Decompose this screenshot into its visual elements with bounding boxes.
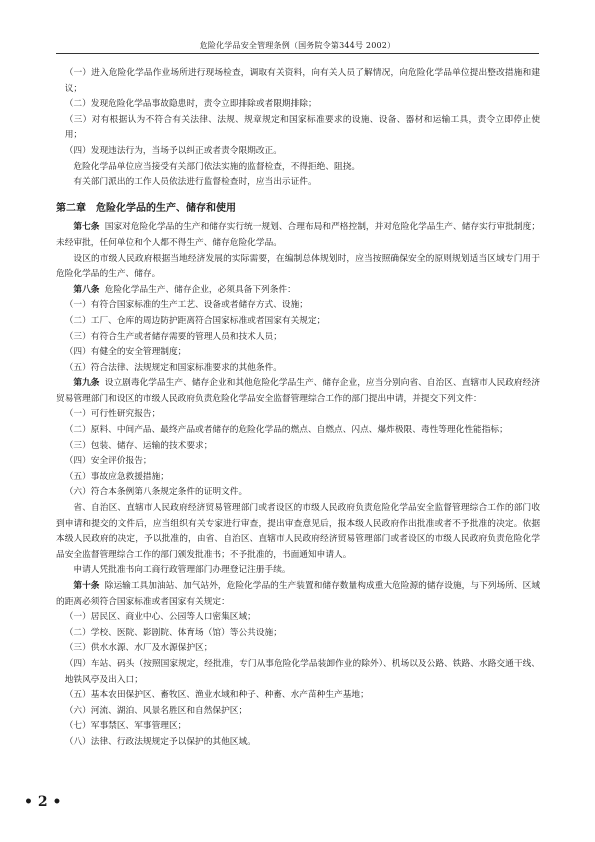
article-label: 第九条 [73,378,100,389]
list-item: （二）工厂、仓库的周边防护距离符合国家标准或者国家有关规定； [64,315,326,326]
list-item: （四）有健全的安全管理制度； [64,347,187,358]
article-text: 危险化学品生产、储存企业，必须具备下列条件： [104,284,296,295]
chapter-heading: 第二章 危险化学品的生产、储存和使用 [56,202,236,214]
list-item: （六）符合本条例第八条规定条件的证明文件。 [64,487,248,498]
page-number: • 2 • [24,794,62,810]
list-item: （一）有符合国家标准的生产工艺、设备或者储存方式、设施； [64,300,308,311]
body-paragraph: 有关部门派出的工作人员依法进行监督检查时，应当出示证件。 [73,177,317,188]
list-item: （一）居民区、商业中心、公园等人口密集区域； [64,612,256,623]
document-body [56,66,540,751]
list-item: （八）法律、行政法规规定予以保护的其他区域。 [64,736,256,747]
list-item: （三）有符合生产或者储存需要的管理人员和技术人员； [64,331,282,342]
article-text: 国家对危险化学品的生产和储存实行统一规划、合理布局和严格控制，并对危险化学品生产、储存实行审批制度；未经审批，任何单位和个人都不得生产、储存危险化学品。 [56,222,541,248]
header-rule [56,53,539,54]
list-item: （四）发现违法行为，当场予以纠正或者责令限期改正。 [64,145,282,156]
list-item: （五）符合法律、法规规定和国家标准要求的其他条件。 [64,362,282,373]
article-text: 设立剧毒化学品生产、储存企业和其他危险化学品生产、储存企业，应当分别向省、自治区、直辖市人民政府经济贸易管理部门和设区的市级人民政府负责危险化学品安全监督管理综合工作的部门提出申请，并提交下列文件： [56,378,541,404]
article-label: 第七条 [73,222,100,233]
list-item: （三）供水水源、水厂及水源保护区； [64,643,213,654]
list-item: （三）对有根据认为不符合有关法律、法规、规章规定和国家标准要求的设施、设备、器材和运输工具，责令立即停止使用； [64,114,540,141]
list-item: （七）军事禁区、军事管理区； [64,721,187,732]
body-paragraph: 省、自治区、直辖市人民政府经济贸易管理部门或者设区的市级人民政府负责危险化学品安全监督管理综合工作的部门收到申请和提交的文件后，应当组织有关专家进行审查，提出审查意见后，报本级人民政府作出批准或者不予批准的决定。依据本级人民政府的决定，予以批准的，由省、自治区、直辖市人民政府经济贸易管理部门或者设区的市级人民政府负责危险化学品安全监督管理综合工作的部门颁发批准书；不予批准的，书面通知申请人。 [56,503,540,560]
body-paragraph: 设区的市级人民政府根据当地经济发展的实际需要，在编制总体规划时，应当按照确保安全的原则规划适当区域专门用于危险化学品的生产、储存。 [56,253,540,280]
list-item: （二）发现危险化学品事故隐患时，责令立即排除或者限期排除； [64,99,317,110]
body-paragraph: 危险化学品单位应当接受有关部门依法实施的监督检查，不得拒绝、阻挠。 [73,161,361,172]
list-item: （六）河流、湖泊、风景名胜区和自然保护区； [64,705,248,716]
list-item: （一）可行性研究报告； [64,409,161,420]
list-item: （二）原料、中间产品、最终产品或者储存的危险化学品的燃点、自燃点、闪点、爆炸极限、毒性等理化性能指标； [64,425,508,436]
article-paragraph [56,579,540,610]
article-label: 第十条 [73,581,100,591]
list-item: （二）学校、医院、影剧院、体育场（馆）等公共设施； [64,627,282,638]
list-item: （一）进入危险化学品作业场所进行现场检查，调取有关资料，向有关人员了解情况，向危险化学品单位提出整改措施和建议； [64,68,540,94]
body-paragraph: 申请人凭批准书向工商行政管理部门办理登记注册手续。 [73,565,291,576]
article-paragraph [56,283,540,299]
list-item: （五）事故应急救援措施； [64,471,169,482]
list-item: （四）安全评价报告； [64,456,152,467]
running-header: 危险化学品安全管理条例（国务院令第344号 2002） [199,41,396,50]
article-paragraph [56,376,540,407]
article-text: 除运输工具加油站、加气站外，危险化学品的生产装置和储存数量构成重大危险源的储存设施，与下列场所、区域的距离必须符合国家标准或者国家有关规定： [56,581,541,607]
list-item: （五）基本农田保护区、畜牧区、渔业水域和种子、种畜、水产苗种生产基地； [64,690,369,701]
article-label: 第八条 [73,284,100,295]
list-item: （三）包装、储存、运输的技术要求； [64,440,213,451]
article-paragraph [56,220,540,251]
list-item: （四）车站、码头（按照国家规定，经批准，专门从事危险化学品装卸作业的除外）、机场以及公路、铁路、水路交通干线、地铁风亭及出入口； [64,658,540,685]
